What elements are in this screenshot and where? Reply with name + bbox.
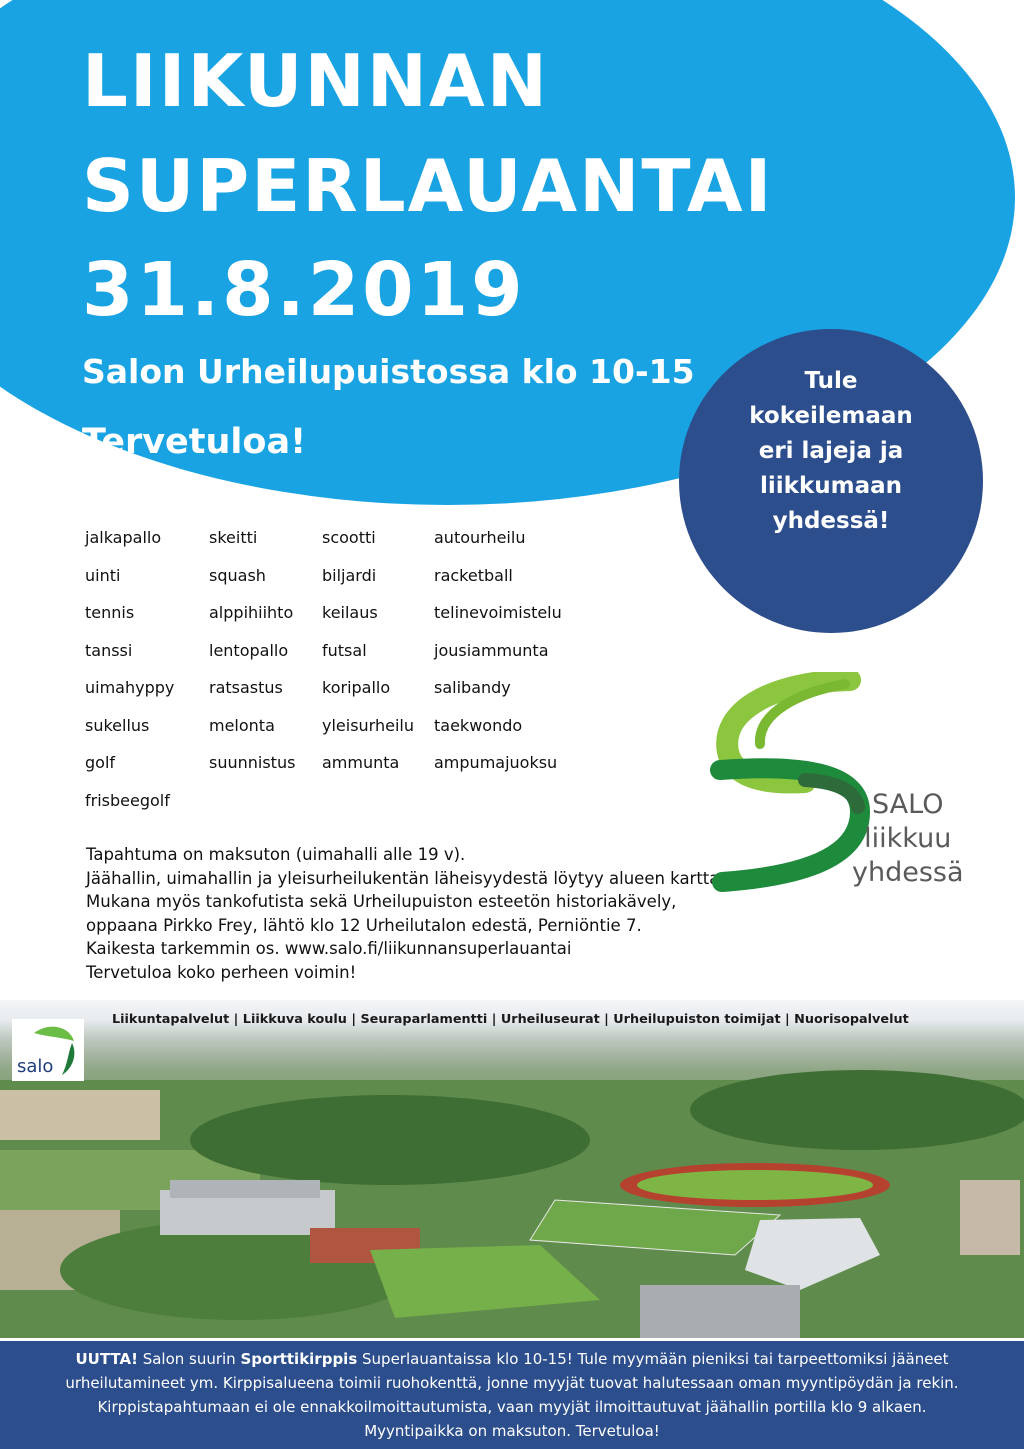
badge-line: eri lajeja ja [758, 437, 904, 464]
salo-liikkuu-wordmark [852, 788, 964, 890]
logo-line: SALO [872, 789, 944, 820]
sport-item: ampumajuoksu [434, 753, 558, 772]
sport-item: alppihiihto [209, 603, 294, 622]
banner-line-3: Kirppistapahtumaan ei ole ennakkoilmoittautumista, vaan myyjät ilmoittautuvat jäähallin portilla klo 9 alkaen. [97, 1398, 927, 1416]
sport-item: ammunta [322, 753, 400, 772]
title-line-2: SUPERLAUANTAI [82, 144, 774, 228]
badge-line: Tule [804, 367, 858, 394]
badge-line: liikkumaan [760, 472, 902, 499]
sport-item: telinevoimistelu [434, 603, 562, 622]
sport-item: racketball [434, 565, 513, 585]
welcome-text: Tervetuloa! [82, 422, 307, 462]
logo-line: yhdessä [852, 857, 964, 888]
banner-text: Salon suurin [137, 1350, 241, 1368]
sport-item: jousiammunta [434, 640, 549, 660]
info-line: Mukana myös tankofutista sekä Urheilupuiston esteetön historiakävely, [86, 892, 677, 911]
title-line-1: LIIKUNNAN [82, 39, 549, 123]
aerial-park-photo [0, 1000, 1024, 1338]
sport-item: squash [209, 565, 266, 585]
event-info [86, 843, 725, 984]
banner-line-2: urheilutamineet ym. Kirppisalueena toimii ruohokenttä, jonne myyjät tuovat halutessaan oman myyntipöydän ja rekin. [65, 1374, 959, 1392]
sport-item: koripallo [322, 678, 391, 697]
info-line: Tapahtuma on maksuton (uimahalli alle 19 v). [86, 845, 466, 864]
sport-item: jalkapallo [85, 528, 162, 547]
info-line: oppaana Pirkko Frey, lähtö klo 12 Urheilutalon edestä, Perniöntie 7. [86, 915, 642, 935]
salo-logo-text: salo [17, 1056, 54, 1077]
info-line: Jäähallin, uimahallin ja yleisurheilukentän läheisyydestä löytyy alueen kartta. [86, 868, 725, 888]
badge-line: kokeilemaan [749, 402, 913, 429]
sport-item: taekwondo [434, 715, 523, 735]
sporttikirppis-label: Sporttikirppis [240, 1350, 358, 1368]
sport-item: salibandy [434, 678, 511, 697]
sport-item: melonta [209, 715, 275, 735]
new-label: UUTTA! [75, 1350, 138, 1368]
sport-item: sukellus [85, 715, 150, 735]
sports-list [85, 528, 685, 828]
sport-item: golf [85, 753, 116, 772]
sport-item: ratsastus [209, 678, 283, 697]
invitation-badge [679, 329, 983, 633]
event-date: 31.8.2019 [82, 247, 526, 333]
sport-item: uimahyppy [85, 678, 175, 697]
sport-item: skeitti [209, 528, 258, 547]
sport-item: uinti [85, 565, 121, 585]
partner-list: Liikuntapalvelut | Liikkuva koulu | Seuraparlamentti | Urheiluseurat | Urheilupuiston toimijat | Nuorisopalvelut [112, 1012, 909, 1027]
salo-city-logo [12, 1019, 84, 1081]
banner-line-4: Myyntipaikka on maksuton. Tervetuloa! [364, 1422, 660, 1440]
sport-item: frisbeegolf [85, 790, 170, 810]
aerial-photo-illustration [0, 1000, 1024, 1338]
sport-item: yleisurheilu [322, 715, 414, 735]
sport-item: autourheilu [434, 528, 526, 547]
sport-item: scootti [322, 528, 376, 547]
banner-text: Superlauantaissa klo 10-15! Tule myymään pieniksi tai tarpeettomiksi jääneet [357, 1350, 949, 1368]
sport-item: tanssi [85, 640, 133, 660]
sport-item: lentopallo [209, 640, 289, 660]
sport-item: biljardi [322, 565, 377, 585]
sport-item: futsal [322, 640, 367, 660]
invitation-text [731, 364, 931, 539]
event-location: Salon Urheilupuistossa klo 10-15 [82, 352, 695, 391]
sport-item: suunnistus [209, 753, 296, 772]
badge-line: yhdessä! [772, 507, 890, 534]
info-line: Kaikesta tarkemmin os. www.salo.fi/liikunnansuperlauantai [86, 939, 572, 958]
sport-item: keilaus [322, 603, 378, 622]
sporttikirppis-banner [0, 1341, 1024, 1449]
sport-item: tennis [85, 603, 135, 622]
logo-line: liikkuu [864, 823, 952, 854]
banner-line-1 [0, 1347, 1024, 1371]
info-line: Tervetuloa koko perheen voimin! [86, 962, 357, 982]
